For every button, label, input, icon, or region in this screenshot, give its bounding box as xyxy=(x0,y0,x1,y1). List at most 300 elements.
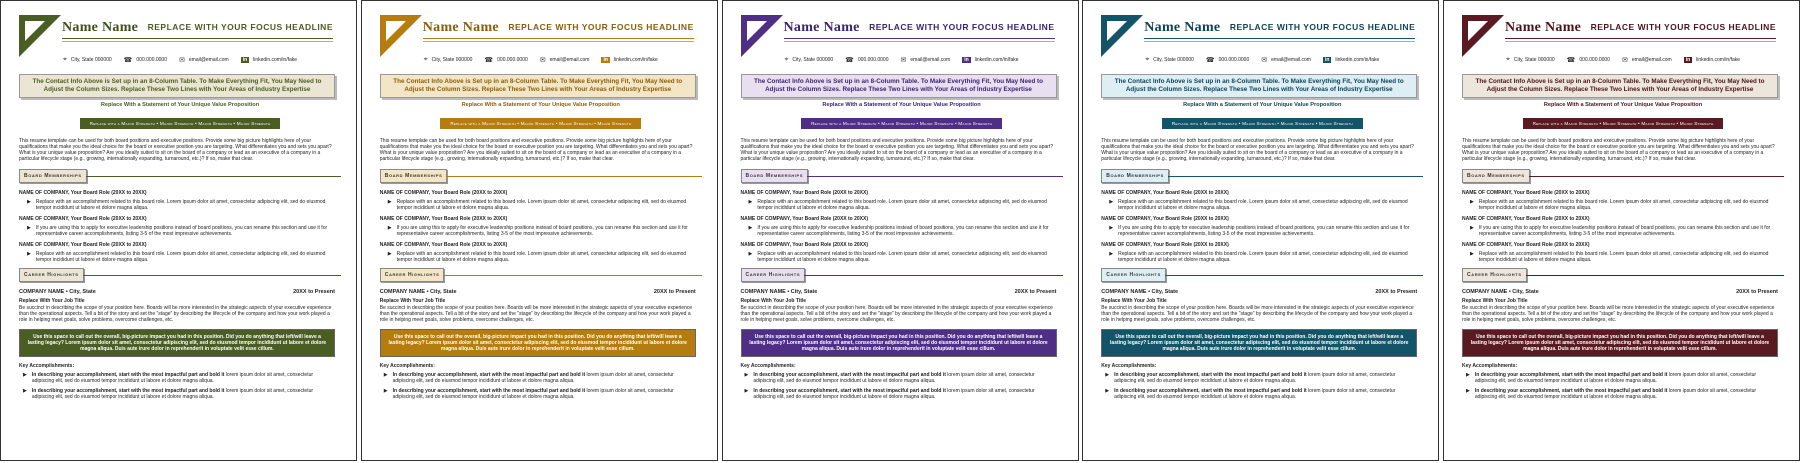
contact-row xyxy=(1101,56,1423,64)
accomplishment-list xyxy=(1462,372,1784,400)
accomplishment-item xyxy=(745,372,1057,384)
accomplishment-list xyxy=(380,372,702,400)
section-board xyxy=(19,169,341,183)
board-role: NAME OF COMPANY, Your Board Role (20XX to 20XX) xyxy=(1101,242,1229,248)
strengths-bar xyxy=(741,112,1063,130)
accomplishment-item xyxy=(384,372,696,384)
bullet-arrow-icon: ▶ xyxy=(1470,199,1474,205)
header-rule xyxy=(1144,38,1415,39)
board-list xyxy=(19,190,341,263)
board-role: NAME OF COMPANY, Your Board Role (20XX to 20XX) xyxy=(740,242,869,248)
section-career xyxy=(19,268,341,282)
contact-email xyxy=(540,56,590,64)
board-bullet xyxy=(388,199,696,211)
bullet-arrow-icon: ▶ xyxy=(383,388,388,394)
board-role: NAME OF COMPANY, Your Board Role (20XX to 20XX) xyxy=(1101,190,1229,196)
section-heading: Career Highlights xyxy=(741,268,806,282)
expertise-callout: The Contact Info Above is Set up in an 8-Column Table. To Make Everything Fit, You May Need to Adjust the Column Sizes. Replace These Two Lines with Your Areas of Industry Expertise xyxy=(1462,74,1778,98)
bullet-arrow-icon: ▶ xyxy=(744,388,749,394)
bullet-arrow-icon: ▶ xyxy=(1109,225,1114,231)
job-description: Be succinct in describing the scope of your position here. Boards will be more interested in the strategic aspects of your executive experience than the operational aspects. Tell a bit of the story and set the "stage" by describing the lifecycle of the company and how your work played a role in helping meet goals, solve problems, overcome challenges, etc. xyxy=(379,305,693,323)
strengths-text: Replace with a Major Strength • Major Strength • Major Strength • Major Strength xyxy=(440,118,641,129)
section-heading: Board Memberships xyxy=(1462,169,1530,183)
location-pin-icon: ⌖ xyxy=(784,56,789,63)
bullet-text: If you are using this to apply for executive leadership positions instead of board positions, you can rename this section and use it for representative career accomplishments, listing 3-5 of the most impressive achievements. xyxy=(1118,225,1410,237)
board-role: NAME OF COMPANY, Your Board Role (20XX to 20XX) xyxy=(740,216,869,222)
bullet-arrow-icon: ▶ xyxy=(1470,251,1474,257)
intro-paragraph: This resume template can be used for both board positions and executive positions. Provide some big picture highlights here of your qualifications that make you the ideal choice for the board or executive position you are targeting. What differentiates you and sets you apart? What is your unique value proposition? Are you ideally suited to sit on the board of a company or lead as an executive of a company in a particular lifecycle stage (e.g., growing, internationally expanding, turnaround, etc.)? If so, make that clear. xyxy=(1462,138,1775,162)
candidate-name: Name Name xyxy=(422,20,499,35)
section-career xyxy=(1101,268,1423,282)
contact-email xyxy=(179,56,229,64)
phone-text: 000.000.0000 xyxy=(136,57,167,63)
contact-phone xyxy=(1567,56,1610,64)
header-rule xyxy=(1505,38,1776,39)
company-name: COMPANY NAME • City, State xyxy=(19,289,96,295)
accomplishment-item xyxy=(384,388,696,400)
board-bullet xyxy=(749,251,1057,263)
section-heading: Career Highlights xyxy=(19,268,84,282)
section-career xyxy=(741,268,1063,282)
header-rule-thin xyxy=(1144,41,1415,42)
value-proposition: Replace With a Statement of Your Unique Value Proposition xyxy=(100,102,260,108)
resume-header xyxy=(1462,16,1784,46)
value-proposition: Replace With a Statement of Your Unique Value Proposition xyxy=(461,102,620,108)
section-heading: Board Memberships xyxy=(19,169,87,183)
bullet-arrow-icon: ▶ xyxy=(383,372,388,378)
envelope-icon: ✉ xyxy=(900,57,907,64)
key-accomplishments-heading: Key Accomplishments: xyxy=(1101,363,1157,369)
focus-headline: REPLACE WITH YOUR FOCUS HEADLINE xyxy=(508,22,694,32)
accomplishment-rest: lorem ipsum dolor sit amet, consectetur adipiscing elit, sed do eiusmod tempor incididunt ut labore et dolore magna aliqua. xyxy=(753,372,1035,384)
contact-location xyxy=(63,56,112,64)
accomplishment-item xyxy=(745,388,1057,400)
section-board xyxy=(380,169,702,183)
contact-phone xyxy=(845,56,888,64)
board-list xyxy=(380,190,702,263)
accomplishment-lead: In describing your accomplishment, start with the most impactful part and bold it xyxy=(31,372,225,378)
bullet-arrow-icon: ▶ xyxy=(1466,388,1470,394)
job-title: Replace With Your Job Title xyxy=(379,298,446,304)
candidate-name: Name Name xyxy=(1505,20,1582,35)
accomplishment-text xyxy=(1475,372,1778,384)
resume-header xyxy=(380,16,702,46)
bullet-arrow-icon: ▶ xyxy=(27,251,31,257)
city-text: City, State 000000 xyxy=(70,57,112,63)
accomplishment-rest: lorem ipsum dolor sit amet, consectetur adipiscing elit, sed do eiusmod tempor incididunt ut labore et dolore magna aliqua. xyxy=(31,388,314,400)
accomplishment-item xyxy=(1466,372,1778,384)
job-description: Be succinct in describing the scope of your position here. Boards will be more interested in the strategic aspects of your executive experience than the operational aspects. Tell a bit of the story and set the "stage" by describing the lifecycle of the company and how your work played a role in helping meet goals, solve problems, overcome challenges, etc. xyxy=(1101,305,1414,323)
location-pin-icon: ⌖ xyxy=(423,56,428,63)
linkedin-text: linkedin.com/in/fake xyxy=(974,57,1019,63)
contact-email xyxy=(901,56,951,64)
bullet-arrow-icon: ▶ xyxy=(387,199,392,205)
key-accomplishments-heading: Key Accomplishments: xyxy=(1462,363,1518,369)
board-role: NAME OF COMPANY, Your Board Role (20XX to 20XX) xyxy=(19,190,147,196)
bullet-text: Replace with an accomplishment related to this board role. Lorem ipsum dolor sit amet, consectetur adipiscing elit, sed do eiusmod tempor incididunt ut labore et dolore magna aliqua. xyxy=(1478,251,1769,263)
job-title: Replace With Your Job Title xyxy=(1101,298,1167,304)
board-bullet xyxy=(1109,199,1417,211)
bullet-text: Replace with an accomplishment related to this board role. Lorem ipsum dolor sit amet, consectetur adipiscing elit, sed do eiusmod tempor incididunt ut labore et dolore magna aliqua. xyxy=(35,251,326,263)
section-heading: Board Memberships xyxy=(380,169,448,183)
section-heading: Board Memberships xyxy=(741,169,809,183)
accomplishment-item xyxy=(23,372,335,384)
company-name: COMPANY NAME • City, State xyxy=(1462,289,1539,295)
phone-text: 000.000.0000 xyxy=(1579,57,1610,63)
accomplishment-item xyxy=(1466,388,1778,400)
bullet-arrow-icon: ▶ xyxy=(1470,225,1474,231)
location-pin-icon: ⌖ xyxy=(62,56,67,63)
email-text: email@email.com xyxy=(1271,57,1311,63)
header-rule-thin xyxy=(784,41,1055,42)
focus-headline: REPLACE WITH YOUR FOCUS HEADLINE xyxy=(1229,22,1416,32)
accomplishment-item xyxy=(1105,372,1417,384)
section-heading: Career Highlights xyxy=(1462,268,1527,282)
bullet-text: If you are using this to apply for executive leadership positions instead of board positions, you can rename this section and use it for representative career accomplishments, listing 3-5 of the most impressive achievements. xyxy=(757,225,1049,237)
bullet-arrow-icon: ▶ xyxy=(1109,251,1114,257)
accomplishment-lead: In describing your accomplishment, start with the most impactful part and bold it xyxy=(753,388,946,394)
job-title: Replace With Your Job Title xyxy=(740,298,807,304)
bullet-arrow-icon: ▶ xyxy=(27,199,31,205)
board-role: NAME OF COMPANY, Your Board Role (20XX to 20XX) xyxy=(379,242,508,248)
resume-page-variant-1[interactable] xyxy=(0,0,357,461)
board-list xyxy=(1462,190,1784,263)
accomplishment-rest: lorem ipsum dolor sit amet, consectetur adipiscing elit, sed do eiusmod tempor incididunt ut labore et dolore magna aliqua. xyxy=(1114,388,1396,400)
board-list xyxy=(1101,190,1423,263)
expertise-callout: The Contact Info Above is Set up in an 8-Column Table. To Make Everything Fit, You May Need to Adjust the Column Sizes. Replace These Two Lines with Your Areas of Industry Expertise xyxy=(1101,74,1417,98)
section-board xyxy=(1462,169,1784,183)
accomplishment-text xyxy=(32,372,335,384)
header-rule xyxy=(423,38,694,39)
value-proposition: Replace With a Statement of Your Unique Value Proposition xyxy=(822,102,981,108)
impact-box: Use this space to call out the overall, big-picture impact you had in this position. Did you do anything that left/will leave a lasting legacy? Lorem ipsum dolor sit amet, consectetur adipiscing elit, sed do eiusmod tempor incididunt ut labore et dolore magna aliqua. Duis aute irure dolor in reprehenderit in voluptate velit esse cillum. xyxy=(19,329,335,357)
focus-headline: REPLACE WITH YOUR FOCUS HEADLINE xyxy=(1590,22,1776,32)
resume-page-variant-5[interactable] xyxy=(1443,0,1800,461)
contact-linkedin xyxy=(1684,56,1740,64)
section-board xyxy=(741,169,1063,183)
accomplishment-item xyxy=(23,388,335,400)
board-bullet xyxy=(1470,225,1778,237)
phone-icon: ☎ xyxy=(1205,57,1215,64)
company-name: COMPANY NAME • City, State xyxy=(379,289,457,295)
contact-location xyxy=(424,56,473,64)
accomplishment-text xyxy=(393,388,696,400)
section-rule xyxy=(1526,275,1784,276)
board-role: NAME OF COMPANY, Your Board Role (20XX to 20XX) xyxy=(379,190,508,196)
intro-paragraph: This resume template can be used for both board positions and executive positions. Provide some big picture highlights here of your qualifications that make you the ideal choice for the board or executive position you are targeting. What differentiates you and sets you apart? What is your unique value proposition? Are you ideally suited to sit on the board of a company or lead as an executive of a company in a particular lifecycle stage (e.g., growing, internationally expanding, turnaround, etc.)? If so, make that clear. xyxy=(19,138,332,162)
header-rule-thin xyxy=(62,41,333,42)
section-rule xyxy=(443,275,701,276)
bullet-arrow-icon: ▶ xyxy=(27,225,31,231)
intro-paragraph: This resume template can be used for both board positions and executive positions. Provide some big picture highlights here of your qualifications that make you the ideal choice for the board or executive position you are targeting. What differentiates you and sets you apart? What is your unique value proposition? Are you ideally suited to sit on the board of a company or lead as an executive of a company in a particular lifecycle stage (e.g., growing, internationally expanding, turnaround, etc.)? If so, make that clear. xyxy=(1101,138,1414,162)
accomplishment-text xyxy=(1114,372,1417,384)
section-rule xyxy=(83,275,341,276)
accomplishment-lead: In describing your accomplishment, start with the most impactful part and bold it xyxy=(392,388,586,394)
bullet-text: Replace with an accomplishment related to this board role. Lorem ipsum dolor sit amet, consectetur adipiscing elit, sed do eiusmod tempor incididunt ut labore et dolore magna aliqua. xyxy=(396,199,687,211)
bullet-text: If you are using this to apply for executive leadership positions instead of board positions, you can rename this section and use it for representative career accomplishments, listing 3-5 of the most impressive achievements. xyxy=(1478,225,1771,237)
candidate-name: Name Name xyxy=(1144,20,1221,35)
intro-paragraph: This resume template can be used for both board positions and executive positions. Provide some big picture highlights here of your qualifications that make you the ideal choice for the board or executive position you are targeting. What differentiates you and sets you apart? What is your unique value proposition? Are you ideally suited to sit on the board of a company or lead as an executive of a company in a particular lifecycle stage (e.g., growing, internationally expanding, turnaround, etc.)? If so, make that clear. xyxy=(379,138,693,162)
strengths-bar xyxy=(1462,112,1784,130)
job-title: Replace With Your Job Title xyxy=(19,298,85,304)
board-role: NAME OF COMPANY, Your Board Role (20XX to 20XX) xyxy=(740,190,869,196)
board-role: NAME OF COMPANY, Your Board Role (20XX to 20XX) xyxy=(19,242,147,248)
accomplishment-lead: In describing your accomplishment, start with the most impactful part and bold it xyxy=(1114,388,1307,394)
resume-header xyxy=(19,16,341,46)
board-role: NAME OF COMPANY, Your Board Role (20XX to 20XX) xyxy=(1101,216,1229,222)
linkedin-icon: in xyxy=(603,57,608,63)
header-rule xyxy=(62,38,333,39)
job-dates: 20XX to Present xyxy=(653,289,696,295)
resume-page-variant-4[interactable] xyxy=(1082,0,1439,461)
job-dates: 20XX to Present xyxy=(1736,289,1778,295)
envelope-icon: ✉ xyxy=(179,57,185,64)
linkedin-text: linkedin.com/in/fake xyxy=(613,57,658,63)
accomplishment-lead: In describing your accomplishment, start with the most impactful part and bold it xyxy=(753,372,946,378)
job-description: Be succinct in describing the scope of your position here. Boards will be more interested in the strategic aspects of your executive experience than the operational aspects. Tell a bit of the story and set the "stage" by describing the lifecycle of the company and how your work played a role in helping meet goals, solve problems, overcome challenges, etc. xyxy=(19,305,332,323)
city-text: City, State 000000 xyxy=(792,57,834,63)
email-text: email@email.com xyxy=(910,57,951,63)
bullet-arrow-icon: ▶ xyxy=(387,225,392,231)
company-row xyxy=(1101,289,1417,295)
envelope-icon: ✉ xyxy=(539,57,546,64)
linkedin-icon: in xyxy=(1685,57,1691,63)
contact-email xyxy=(1261,56,1311,64)
resume-page-variant-2[interactable] xyxy=(361,0,718,461)
accomplishment-rest: lorem ipsum dolor sit amet, consectetur adipiscing elit, sed do eiusmod tempor incididunt ut labore et dolore magna aliqua. xyxy=(753,388,1035,400)
accomplishment-lead: In describing your accomplishment, start with the most impactful part and bold it xyxy=(1474,372,1668,378)
job-description: Be succinct in describing the scope of your position here. Boards will be more interested in the strategic aspects of your executive experience than the operational aspects. Tell a bit of the story and set the "stage" by describing the lifecycle of the company and how your work played a role in helping meet goals, solve problems, overcome challenges, etc. xyxy=(1462,305,1775,323)
strengths-text: Replace with a Major Strength • Major Strength • Major Strength • Major Strength xyxy=(80,118,281,129)
section-rule xyxy=(1529,176,1784,177)
envelope-icon: ✉ xyxy=(1622,57,1628,64)
impact-box: Use this space to call out the overall, big-picture impact you had in this position. Did you do anything that left/will leave a lasting legacy? Lorem ipsum dolor sit amet, consectetur adipiscing elit, sed do eiusmod tempor incididunt ut labore et dolore magna aliqua. Duis aute irure dolor in reprehenderit in voluptate velit esse cillum. xyxy=(1101,329,1417,357)
phone-icon: ☎ xyxy=(123,57,133,64)
bullet-arrow-icon: ▶ xyxy=(23,372,27,378)
job-dates: 20XX to Present xyxy=(1014,289,1057,295)
board-bullet xyxy=(1109,251,1417,263)
bullet-text: If you are using this to apply for executive leadership positions instead of board positions, you can rename this section and use it for representative career accomplishments, listing 3-5 of the most impressive achievements. xyxy=(396,225,688,237)
board-bullet xyxy=(27,199,335,211)
accomplishment-rest: lorem ipsum dolor sit amet, consectetur adipiscing elit, sed do eiusmod tempor incididunt ut labore et dolore magna aliqua. xyxy=(1474,372,1757,384)
section-heading: Career Highlights xyxy=(380,268,445,282)
company-name: COMPANY NAME • City, State xyxy=(740,289,818,295)
accomplishment-text xyxy=(1475,388,1778,400)
board-role: NAME OF COMPANY, Your Board Role (20XX to 20XX) xyxy=(1462,242,1590,248)
accomplishment-text xyxy=(32,388,335,400)
bullet-text: Replace with an accomplishment related to this board role. Lorem ipsum dolor sit amet, consectetur adipiscing elit, sed do eiusmod tempor incididunt ut labore et dolore magna aliqua. xyxy=(757,251,1047,263)
linkedin-text: linkedin.com/in/fake xyxy=(253,57,298,63)
section-career xyxy=(380,268,702,282)
strengths-bar xyxy=(1101,112,1423,130)
accomplishment-text xyxy=(753,388,1056,400)
accomplishment-text xyxy=(1114,388,1417,400)
contact-phone xyxy=(124,56,167,64)
bullet-arrow-icon: ▶ xyxy=(1105,388,1110,394)
accomplishment-lead: In describing your accomplishment, start with the most impactful part and bold it xyxy=(1474,388,1668,394)
impact-box: Use this space to call out the overall, big-picture impact you had in this position. Did you do anything that left/will leave a lasting legacy? Lorem ipsum dolor sit amet, consectetur adipiscing elit, sed do eiusmod tempor incididunt ut labore et dolore magna aliqua. Duis aute irure dolor in reprehenderit in voluptate velit esse cillum. xyxy=(741,329,1057,357)
email-text: email@email.com xyxy=(549,57,590,63)
contact-email xyxy=(1622,56,1672,64)
linkedin-icon: in xyxy=(242,57,248,63)
bullet-text: If you are using this to apply for executive leadership positions instead of board positions, you can rename this section and use it for representative career accomplishments, listing 3-5 of the most impressive achievements. xyxy=(35,225,328,237)
accomplishment-lead: In describing your accomplishment, start with the most impactful part and bold it xyxy=(1114,372,1307,378)
section-rule xyxy=(804,275,1062,276)
bullet-text: Replace with an accomplishment related to this board role. Lorem ipsum dolor sit amet, consectetur adipiscing elit, sed do eiusmod tempor incididunt ut labore et dolore magna aliqua. xyxy=(1478,199,1769,211)
location-pin-icon: ⌖ xyxy=(1145,56,1150,63)
strengths-bar xyxy=(380,112,702,130)
phone-text: 000.000.0000 xyxy=(1218,57,1250,63)
candidate-name: Name Name xyxy=(62,20,139,35)
board-bullet xyxy=(27,225,335,237)
focus-headline: REPLACE WITH YOUR FOCUS HEADLINE xyxy=(147,22,333,32)
bullet-arrow-icon: ▶ xyxy=(748,225,753,231)
accomplishment-lead: In describing your accomplishment, start with the most impactful part and bold it xyxy=(392,372,586,378)
resume-page-variant-3[interactable] xyxy=(722,0,1079,461)
value-proposition: Replace With a Statement of Your Unique Value Proposition xyxy=(1183,102,1342,108)
contact-linkedin xyxy=(241,56,297,64)
board-bullet xyxy=(1109,225,1417,237)
phone-icon: ☎ xyxy=(845,57,854,64)
phone-text: 000.000.0000 xyxy=(857,57,889,63)
accomplishment-list xyxy=(1101,372,1423,400)
company-row xyxy=(1462,289,1778,295)
board-bullet xyxy=(388,251,696,263)
resume-header xyxy=(741,16,1063,46)
contact-linkedin xyxy=(601,56,657,64)
contact-linkedin xyxy=(1323,56,1379,64)
candidate-name: Name Name xyxy=(783,20,860,35)
linkedin-icon: in xyxy=(964,57,969,63)
section-heading: Board Memberships xyxy=(1101,169,1169,183)
expertise-callout: The Contact Info Above is Set up in an 8-Column Table. To Make Everything Fit, You May Need to Adjust the Column Sizes. Replace These Two Lines with Your Areas of Industry Expertise xyxy=(741,74,1057,98)
board-bullet xyxy=(749,199,1057,211)
contact-row xyxy=(741,56,1063,64)
impact-box: Use this space to call out the overall, big-picture impact you had in this position. Did you do anything that left/will leave a lasting legacy? Lorem ipsum dolor sit amet, consectetur adipiscing elit, sed do eiusmod tempor incididunt ut labore et dolore magna aliqua. Duis aute irure dolor in reprehenderit in voluptate velit esse cillum. xyxy=(380,329,696,357)
focus-headline: REPLACE WITH YOUR FOCUS HEADLINE xyxy=(869,22,1055,32)
bullet-text: Replace with an accomplishment related to this board role. Lorem ipsum dolor sit amet, consectetur adipiscing elit, sed do eiusmod tempor incididunt ut labore et dolore magna aliqua. xyxy=(757,199,1047,211)
job-title: Replace With Your Job Title xyxy=(1462,298,1528,304)
strengths-bar xyxy=(19,112,341,130)
phone-icon: ☎ xyxy=(1566,57,1576,64)
strengths-text: Replace with a Major Strength • Major Strength • Major Strength • Major Strength xyxy=(1523,118,1724,129)
expertise-callout: The Contact Info Above is Set up in an 8-Column Table. To Make Everything Fit, You May Need to Adjust the Column Sizes. Replace These Two Lines with Your Areas of Industry Expertise xyxy=(380,74,696,98)
bullet-text: Replace with an accomplishment related to this board role. Lorem ipsum dolor sit amet, consectetur adipiscing elit, sed do eiusmod tempor incididunt ut labore et dolore magna aliqua. xyxy=(35,199,326,211)
bullet-arrow-icon: ▶ xyxy=(1109,199,1114,205)
contact-location xyxy=(1145,56,1194,64)
contact-row xyxy=(1462,56,1784,64)
header-rule-thin xyxy=(423,41,694,42)
header-rule-thin xyxy=(1505,41,1776,42)
company-row xyxy=(19,289,335,295)
strengths-text: Replace with a Major Strength • Major Strength • Major Strength • Major Strength xyxy=(801,118,1002,129)
bullet-arrow-icon: ▶ xyxy=(23,388,27,394)
section-rule xyxy=(446,176,701,177)
board-bullet xyxy=(1470,199,1778,211)
board-role: NAME OF COMPANY, Your Board Role (20XX to 20XX) xyxy=(1462,190,1590,196)
board-role: NAME OF COMPANY, Your Board Role (20XX to 20XX) xyxy=(19,216,147,222)
bullet-arrow-icon: ▶ xyxy=(1466,372,1470,378)
section-career xyxy=(1462,268,1784,282)
phone-icon: ☎ xyxy=(484,57,494,64)
strengths-text: Replace with a Major Strength • Major Strength • Major Strength • Major Strength xyxy=(1162,118,1363,129)
board-list xyxy=(741,190,1063,263)
section-rule xyxy=(86,176,341,177)
bullet-arrow-icon: ▶ xyxy=(1105,372,1110,378)
city-text: City, State 000000 xyxy=(1153,57,1194,63)
bullet-arrow-icon: ▶ xyxy=(748,199,753,205)
bullet-text: Replace with an accomplishment related to this board role. Lorem ipsum dolor sit amet, consectetur adipiscing elit, sed do eiusmod tempor incididunt ut labore et dolore magna aliqua. xyxy=(396,251,687,263)
email-text: email@email.com xyxy=(188,57,229,63)
city-text: City, State 000000 xyxy=(1513,57,1555,63)
intro-paragraph: This resume template can be used for both board positions and executive positions. Provide some big picture highlights here of your qualifications that make you the ideal choice for the board or executive position you are targeting. What differentiates you and sets you apart? What is your unique value proposition? Are you ideally suited to sit on the board of a company or lead as an executive of a company in a particular lifecycle stage (e.g., growing, internationally expanding, turnaround, etc.)? If so, make that clear. xyxy=(740,138,1054,162)
key-accomplishments-heading: Key Accomplishments: xyxy=(740,363,796,369)
accomplishment-rest: lorem ipsum dolor sit amet, consectetur adipiscing elit, sed do eiusmod tempor incididunt ut labore et dolore magna aliqua. xyxy=(31,372,314,384)
section-heading: Career Highlights xyxy=(1101,268,1166,282)
envelope-icon: ✉ xyxy=(1261,57,1268,64)
bullet-text: Replace with an accomplishment related to this board role. Lorem ipsum dolor sit amet, consectetur adipiscing elit, sed do eiusmod tempor incididunt ut labore et dolore magna aliqua. xyxy=(1118,251,1408,263)
contact-phone xyxy=(1206,56,1249,64)
contact-location xyxy=(1506,56,1555,64)
contact-row xyxy=(19,56,341,64)
job-dates: 20XX to Present xyxy=(1375,289,1418,295)
section-rule xyxy=(1165,275,1423,276)
job-description: Be succinct in describing the scope of your position here. Boards will be more interested in the strategic aspects of your executive experience than the operational aspects. Tell a bit of the story and set the "stage" by describing the lifecycle of the company and how your work played a role in helping meet goals, solve problems, overcome challenges, etc. xyxy=(740,305,1053,323)
header-rule xyxy=(784,38,1055,39)
value-proposition: Replace With a Statement of Your Unique Value Proposition xyxy=(1543,102,1703,108)
board-role: NAME OF COMPANY, Your Board Role (20XX to 20XX) xyxy=(379,216,508,222)
board-bullet xyxy=(27,251,335,263)
board-bullet xyxy=(388,225,696,237)
board-bullet xyxy=(1470,251,1778,263)
job-dates: 20XX to Present xyxy=(293,289,335,295)
linkedin-text: linkedin.com/in/fake xyxy=(1335,57,1380,63)
bullet-arrow-icon: ▶ xyxy=(748,251,753,257)
accomplishment-item xyxy=(1105,388,1417,400)
accomplishment-list xyxy=(741,372,1063,400)
board-role: NAME OF COMPANY, Your Board Role (20XX to 20XX) xyxy=(1462,216,1590,222)
linkedin-text: linkedin.com/in/fake xyxy=(1696,57,1741,63)
resume-header xyxy=(1101,16,1423,46)
contact-row xyxy=(380,56,702,64)
section-rule xyxy=(807,176,1062,177)
contact-linkedin xyxy=(962,56,1018,64)
accomplishment-rest: lorem ipsum dolor sit amet, consectetur adipiscing elit, sed do eiusmod tempor incididunt ut labore et dolore magna aliqua. xyxy=(392,372,674,384)
section-rule xyxy=(1168,176,1423,177)
phone-text: 000.000.0000 xyxy=(497,57,528,63)
city-text: City, State 000000 xyxy=(431,57,473,63)
linkedin-icon: in xyxy=(1324,57,1330,63)
contact-phone xyxy=(484,56,527,64)
company-row xyxy=(380,289,696,295)
accomplishment-rest: lorem ipsum dolor sit amet, consectetur adipiscing elit, sed do eiusmod tempor incididunt ut labore et dolore magna aliqua. xyxy=(392,388,674,400)
accomplishment-lead: In describing your accomplishment, start with the most impactful part and bold it xyxy=(31,388,225,394)
expertise-callout: The Contact Info Above is Set up in an 8-Column Table. To Make Everything Fit, You May Need to Adjust the Column Sizes. Replace These Two Lines with Your Areas of Industry Expertise xyxy=(19,74,335,98)
contact-location xyxy=(784,56,833,64)
key-accomplishments-heading: Key Accomplishments: xyxy=(19,363,75,369)
company-name: COMPANY NAME • City, State xyxy=(1101,289,1179,295)
company-row xyxy=(741,289,1057,295)
accomplishment-rest: lorem ipsum dolor sit amet, consectetur adipiscing elit, sed do eiusmod tempor incididunt ut labore et dolore magna aliqua. xyxy=(1474,388,1757,400)
board-bullet xyxy=(749,225,1057,237)
location-pin-icon: ⌖ xyxy=(1505,56,1510,63)
accomplishment-text xyxy=(393,372,696,384)
accomplishment-text xyxy=(753,372,1056,384)
accomplishment-rest: lorem ipsum dolor sit amet, consectetur adipiscing elit, sed do eiusmod tempor incididunt ut labore et dolore magna aliqua. xyxy=(1114,372,1396,384)
email-text: email@email.com xyxy=(1631,57,1672,63)
key-accomplishments-heading: Key Accomplishments: xyxy=(379,363,435,369)
section-board xyxy=(1101,169,1423,183)
